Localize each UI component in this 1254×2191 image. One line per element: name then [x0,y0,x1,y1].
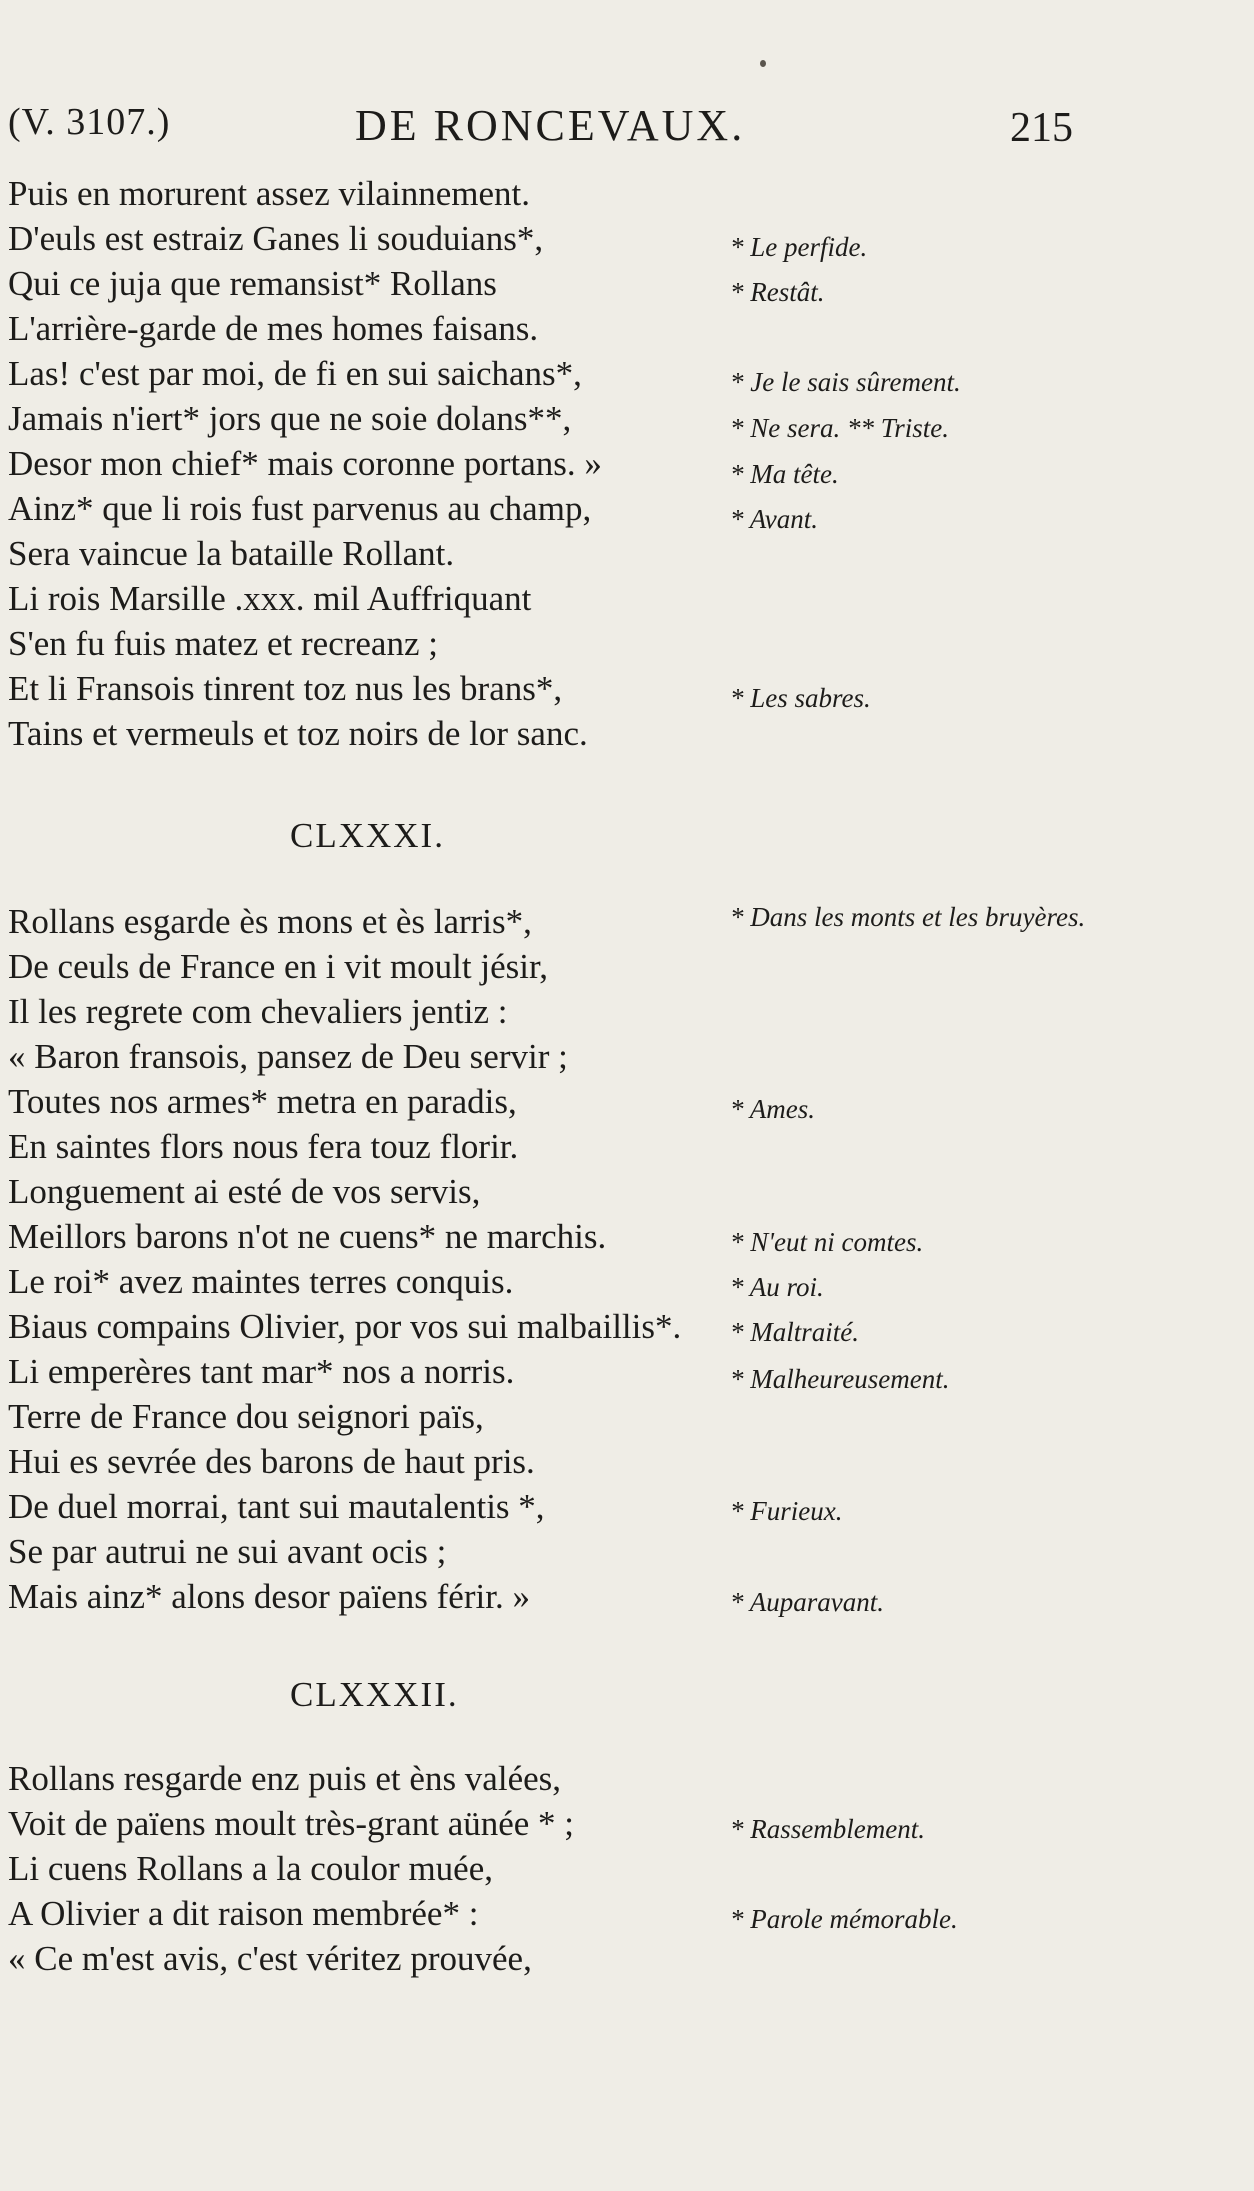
verse-line: De duel morrai, tant sui mautalentis *, [8,1487,545,1526]
gloss-note: * Parole mémorable. [730,1904,958,1934]
verse-line: Sera vaincue la bataille Rollant. [8,534,455,573]
verse-line: Il les regrete com chevaliers jentiz : [8,992,508,1031]
verse-line: Meillors barons n'ot ne cuens* ne marchis. [8,1217,607,1256]
verse-line: Mais ainz* alons desor païens férir. » [8,1577,530,1616]
verse-range: (V. 3107.) [8,101,171,143]
verse-line: Toutes nos armes* metra en paradis, [8,1082,517,1121]
gloss-note: * Au roi. [730,1272,824,1302]
ink-speck [760,60,766,67]
verse-line: Et li Fransois tinrent toz nus les brans*, [8,669,563,708]
verse-line: L'arrière-garde de mes homes faisans. [8,309,539,348]
verse-line: Desor mon chief* mais coronne portans. » [8,444,602,483]
verse-line: En saintes flors nous fera touz florir. [8,1127,519,1166]
verse-line: D'euls est estraiz Ganes li souduians*, [8,219,544,258]
verse-line: S'en fu fuis matez et recreanz ; [8,624,438,663]
verse-line: Le roi* avez maintes terres conquis. [8,1262,514,1301]
gloss-note: * Le perfide. [730,232,868,262]
verse-line: Terre de France dou seignori païs, [8,1397,484,1436]
verse-line: Li cuens Rollans a la coulor muée, [8,1849,493,1888]
verse-line: A Olivier a dit raison membrée* : [8,1894,479,1933]
gloss-note: * Ne sera. ** Triste. [730,413,950,443]
stanza-heading: CLXXXI. [290,816,445,855]
gloss-note: * Furieux. [730,1496,843,1526]
verse-line: « Baron fransois, pansez de Deu servir ; [8,1037,568,1076]
verse-line: Li emperères tant mar* nos a norris. [8,1352,515,1391]
gloss-note: * Les sabres. [730,683,871,713]
verse-line: Qui ce juja que remansist* Rollans [8,264,497,303]
gloss-note: * Auparavant. [730,1587,884,1617]
gloss-note: * Rassemblement. [730,1814,925,1844]
gloss-note: * Restât. [730,277,825,307]
verse-line: Se par autrui ne sui avant ocis ; [8,1532,447,1571]
verse-line: Ainz* que li rois fust parvenus au champ, [8,489,592,528]
verse-line: Rollans resgarde enz puis et èns valées, [8,1759,562,1798]
gloss-note: * Maltraité. [730,1317,859,1347]
verse-line: Las! c'est par moi, de fi en sui saichans*, [8,354,582,393]
verse-line: Longuement ai esté de vos servis, [8,1172,481,1211]
stanza-heading: CLXXXII. [290,1675,459,1714]
verse-line: Jamais n'iert* jors que ne soie dolans**, [8,399,572,438]
verse-line: Voit de païens moult très-grant aünée * ; [8,1804,575,1843]
verse-line: Puis en morurent assez vilainnement. [8,174,530,213]
verse-line: Rollans esgarde ès mons et ès larris*, [8,902,532,941]
gloss-note: * N'eut ni comtes. [730,1227,924,1257]
verse-line: « Ce m'est avis, c'est véritez prouvée, [8,1939,532,1978]
gloss-note: * Dans les monts et les bruyères. [730,902,1086,932]
verse-line: De ceuls de France en i vit moult jésir, [8,947,548,986]
gloss-note: * Ma tête. [730,459,839,489]
page-number: 215 [1010,105,1073,151]
gloss-note: * Je le sais sûrement. [730,367,961,397]
verse-line: Li rois Marsille .xxx. mil Auffriquant [8,579,532,618]
running-header [0,100,1254,150]
verse-line: Tains et vermeuls et toz noirs de lor sanc. [8,714,588,753]
verse-line: Biaus compains Olivier, por vos sui malbaillis*. [8,1307,682,1346]
running-title: DE RONCEVAUX. [355,101,746,150]
gloss-note: * Malheureusement. [730,1364,950,1394]
gloss-note: * Ames. [730,1094,815,1124]
gloss-note: * Avant. [730,504,819,534]
verse-line: Hui es sevrée des barons de haut pris. [8,1442,535,1481]
